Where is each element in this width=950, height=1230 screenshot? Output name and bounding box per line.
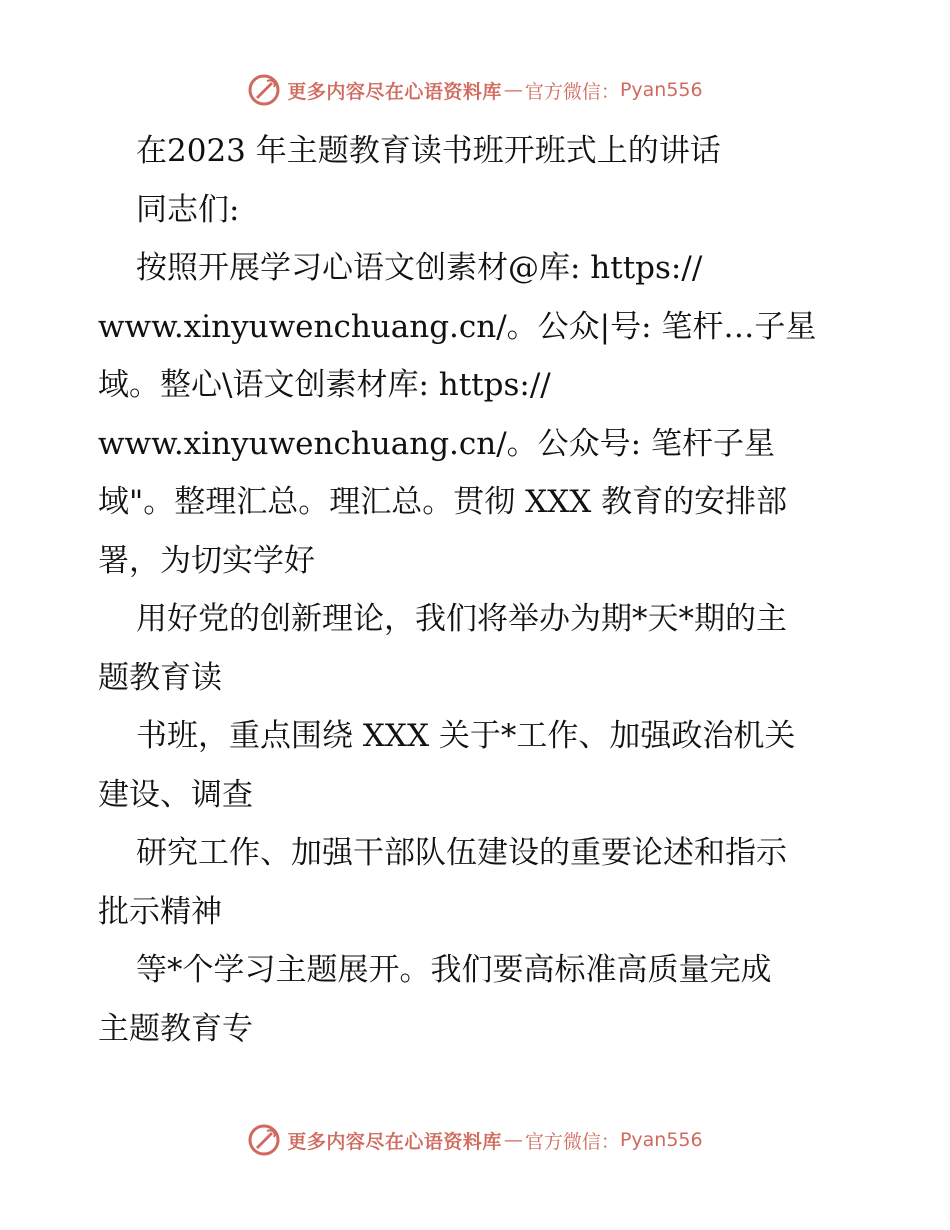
paragraph-line: 域。整心\语文创素材库: https:// [98, 367, 551, 403]
paragraph-line: 按照开展学习心语文创素材@库: https:// [136, 250, 703, 286]
paragraph-line: 批示精神 [98, 893, 222, 930]
watermark-wechat-id: Pyan556 [619, 1129, 703, 1151]
watermark-banner-top [0, 70, 950, 110]
salutation: 同志们: [136, 191, 240, 228]
watermark-wechat-id: Pyan556 [619, 79, 703, 101]
paragraph-line: 署，为切实学好 [98, 542, 315, 579]
watermark-wechat-label: 官方微信： [524, 80, 620, 103]
watermark-separator: — [503, 79, 523, 101]
watermark-wechat-label: 官方微信： [524, 1130, 620, 1153]
quill-logo-icon [247, 73, 281, 107]
paragraph-line: www.xinyuwenchuang.cn/。公众号: 笔杆子星 [98, 425, 775, 462]
document-body [98, 122, 858, 1058]
watermark-separator: — [503, 1129, 523, 1151]
quill-logo-icon [247, 1123, 281, 1157]
paragraph-line: 域"。整理汇总。理汇总。贯彻 XXX 教育的安排部 [98, 484, 788, 520]
paragraph-line: 建设、调查 [98, 776, 253, 813]
paragraph-line: 研究工作、加强干部队伍建设的重要论述和指示 [136, 835, 787, 871]
watermark-text: 更多内容尽在心语资料库 [287, 80, 502, 103]
paragraph-line: 书班，重点围绕 XXX 关于*工作、加强政治机关 [136, 718, 796, 754]
paragraph-line: 主题教育专 [98, 1010, 253, 1047]
paragraph-line: www.xinyuwenchuang.cn/。公众|号: 笔杆…子星 [98, 308, 817, 345]
paragraph-line: 用好党的创新理论，我们将举办为期*天*期的主 [136, 601, 787, 637]
paragraph-line: 题教育读 [98, 659, 222, 696]
paragraph-line: 等*个学习主题展开。我们要高标准高质量完成 [136, 952, 772, 988]
watermark-text: 更多内容尽在心语资料库 [287, 1130, 502, 1153]
watermark-banner-bottom [0, 1120, 950, 1160]
document-title: 在2023 年主题教育读书班开班式上的讲话 [136, 133, 721, 169]
